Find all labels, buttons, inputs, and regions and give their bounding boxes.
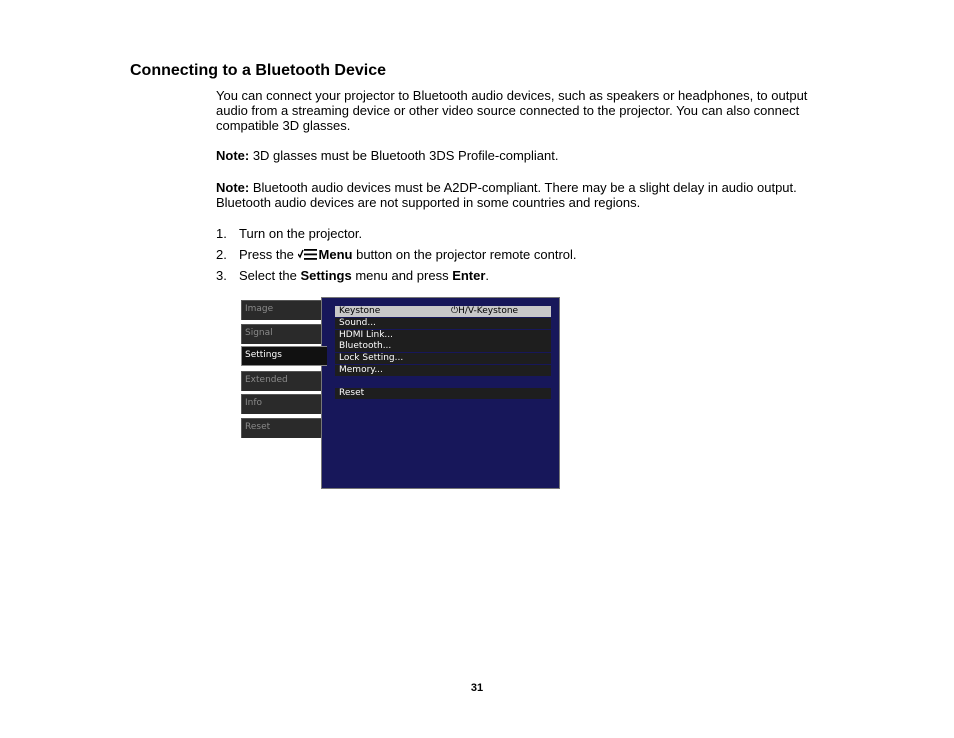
osd-row-keystone[interactable]	[335, 306, 551, 317]
step-text: Select the	[239, 268, 301, 283]
note-label: Note:	[216, 148, 250, 163]
osd-row-hdmi-link[interactable]: HDMI Link...	[335, 330, 551, 341]
projector-menu-screenshot	[239, 297, 561, 491]
page-number: 31	[470, 682, 484, 694]
step-number: 3.	[216, 268, 227, 283]
settings-label: Settings	[300, 268, 352, 283]
osd-row-lock-setting[interactable]: Lock Setting...	[335, 353, 551, 364]
osd-tab-settings[interactable]: Settings	[241, 346, 327, 366]
step-text: Press the	[239, 247, 298, 262]
osd-row-value: ⏻H/V-Keystone	[451, 306, 519, 316]
step-number: 2.	[216, 247, 227, 262]
step-1	[216, 226, 362, 241]
osd-tab-signal[interactable]: Signal	[241, 324, 321, 344]
enter-label: Enter	[452, 268, 486, 283]
menu-icon	[298, 248, 317, 264]
step-2	[216, 247, 577, 264]
intro-paragraph: You can connect your projector to Bluetooth audio devices, such as speakers or headphones, to output audio from a streaming device or other video source connected to the projector. You can also connect compatible 3D glasses.	[216, 88, 808, 133]
step-3	[216, 268, 489, 283]
osd-tab-info[interactable]: Info	[241, 394, 321, 414]
osd-row-bluetooth[interactable]: Bluetooth...	[335, 341, 551, 352]
step-text: Turn on the projector.	[239, 226, 363, 241]
osd-row-label: Keystone	[339, 306, 381, 316]
step-text: menu and press	[351, 268, 453, 283]
note-label: Note:	[216, 180, 250, 195]
note-text: 3D glasses must be Bluetooth 3DS Profile-compliant.	[249, 148, 559, 163]
note-text: Bluetooth audio devices must be A2DP-compliant. There may be a slight delay in audio output. Bluetooth audio devices are not supported in some countries and regions.	[216, 180, 797, 210]
note-audio-devices	[216, 180, 826, 210]
osd-tab-image[interactable]: Image	[241, 300, 321, 320]
section-heading: Connecting to a Bluetooth Device	[130, 62, 387, 79]
osd-row-memory[interactable]: Memory...	[335, 365, 551, 376]
osd-tab-extended[interactable]: Extended	[241, 371, 321, 391]
power-icon: ⏻	[451, 306, 459, 316]
step-number: 1.	[216, 226, 227, 241]
note-3d-glasses	[216, 148, 826, 163]
osd-settings-panel	[321, 297, 560, 489]
step-text: .	[485, 268, 490, 283]
osd-tab-reset[interactable]: Reset	[241, 418, 321, 438]
step-text: button on the projector remote control.	[352, 247, 577, 262]
osd-row-sound[interactable]: Sound...	[335, 318, 551, 329]
menu-button-label: Menu	[318, 247, 353, 262]
osd-row-reset[interactable]: Reset	[335, 388, 551, 399]
